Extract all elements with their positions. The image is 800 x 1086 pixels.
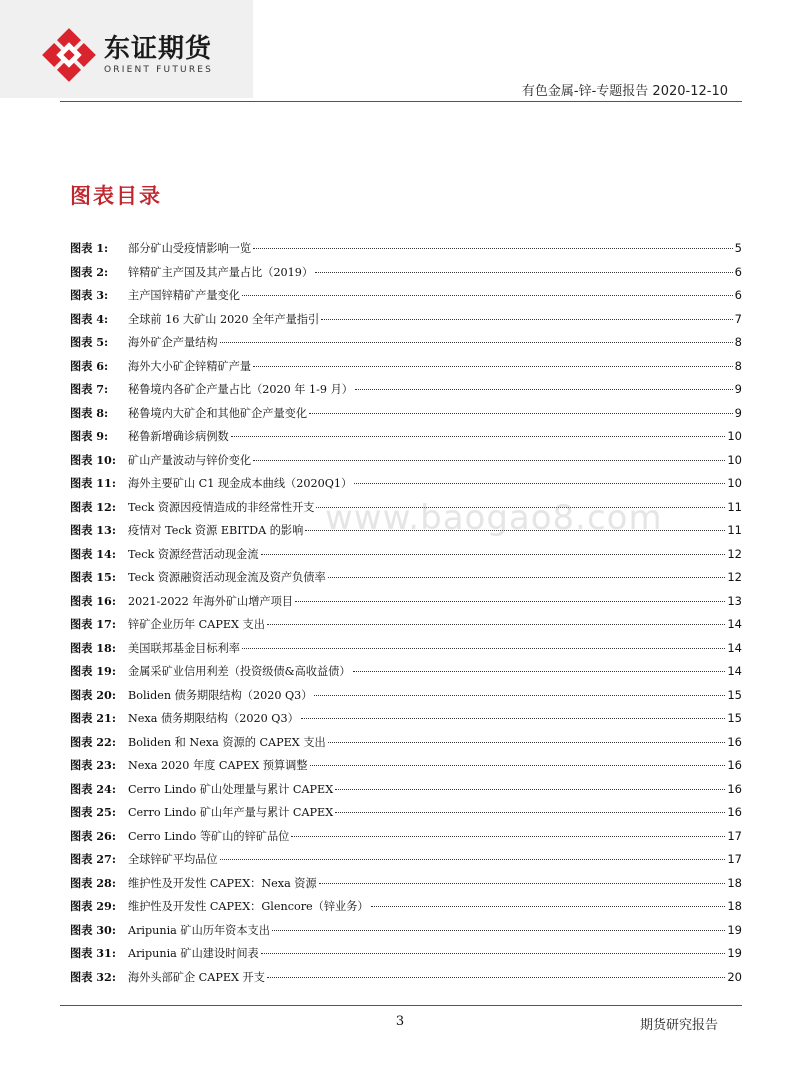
toc-entry-leader	[253, 248, 733, 249]
toc-entry-title[interactable]: 维护性及开发性 CAPEX：Glencore（锌业务）	[128, 900, 369, 913]
toc-entry-page[interactable]: 6	[734, 264, 742, 279]
toc-entry-page[interactable]: 6	[734, 288, 742, 302]
toc-entry-title[interactable]: Cerro Lindo 等矿山的锌矿品位	[128, 829, 290, 843]
toc-entry[interactable]	[70, 546, 742, 570]
toc-entry-title[interactable]: Nexa 2020 年度 CAPEX 预算调整	[128, 759, 308, 772]
toc-entry-page[interactable]: 16	[727, 758, 742, 772]
toc-entry-leader	[353, 671, 726, 672]
toc-entry[interactable]	[70, 898, 742, 922]
toc-entry-label: 图表 15:	[70, 570, 116, 584]
toc-entry-leader	[295, 601, 725, 602]
toc-entry-label: 图表 22:	[70, 734, 116, 749]
toc-entry-title[interactable]: 锌矿企业历年 CAPEX 支出	[128, 618, 265, 631]
toc-entry-leader	[310, 765, 726, 766]
toc-entry-label: 图表 24:	[70, 781, 116, 796]
toc-entry-label: 图表 6:	[70, 358, 109, 373]
toc-entry-leader	[267, 624, 725, 625]
toc-entry-page[interactable]: 19	[727, 922, 742, 937]
toc-entry-page[interactable]: 8	[734, 335, 742, 349]
toc-entry-page[interactable]: 20	[727, 969, 742, 984]
toc-entry-leader	[253, 460, 725, 461]
toc-entry-page[interactable]: 7	[734, 311, 742, 326]
toc-entry[interactable]	[70, 734, 742, 758]
toc-entry-page[interactable]: 10	[727, 429, 742, 443]
toc-entry-title[interactable]: 矿山产量波动与锌价变化	[128, 453, 252, 467]
toc-entry[interactable]	[70, 311, 742, 335]
toc-entry[interactable]	[70, 264, 742, 288]
footer-report-type: 期货研究报告	[639, 1018, 718, 1033]
toc-entry-page[interactable]: 15	[727, 687, 742, 702]
toc-entry[interactable]	[70, 663, 742, 687]
toc-entry[interactable]	[70, 287, 742, 311]
toc-entry-leader	[315, 272, 733, 273]
toc-entry-leader	[220, 859, 726, 860]
toc-entry-label: 图表 19:	[70, 664, 116, 678]
toc-entry-label: 图表 20:	[70, 687, 116, 702]
toc-entry-page[interactable]: 18	[727, 875, 742, 890]
toc-entry-title[interactable]: 秘鲁新增确诊病例数	[128, 430, 229, 443]
toc-entry-leader	[314, 695, 725, 696]
toc-entry-leader	[309, 413, 733, 414]
toc-entry-page[interactable]: 16	[727, 781, 742, 796]
toc-entry-title[interactable]: 疫情对 Teck 资源 EBITDA 的影响	[128, 524, 304, 537]
watermark: www.baogao8.com	[325, 498, 663, 538]
toc-entry[interactable]	[70, 687, 742, 711]
toc-entry-title[interactable]: 部分矿山受疫情影响一览	[128, 242, 252, 255]
toc-entry-label: 图表 5:	[70, 335, 109, 349]
toc-entry-page[interactable]: 14	[727, 664, 742, 678]
toc-entry-leader	[354, 483, 725, 484]
toc-entry-label: 图表 27:	[70, 852, 116, 866]
toc-entry-label: 图表 8:	[70, 405, 109, 420]
toc-entry-label: 图表 18:	[70, 640, 116, 655]
toc-entry-leader	[272, 930, 725, 931]
toc-entry-title[interactable]: 秘鲁境内大矿企和其他矿企产量变化	[128, 406, 308, 420]
logo-english-name: ORIENT FUTURES	[104, 65, 214, 75]
toc-entry[interactable]	[70, 405, 742, 429]
toc-entry-title[interactable]: 全球锌矿平均品位	[128, 853, 218, 866]
footer-divider	[60, 1005, 742, 1006]
page-number: 3	[395, 1014, 405, 1029]
toc-entry-label: 图表 31:	[70, 946, 116, 960]
toc-entry-leader	[328, 577, 726, 578]
toc-entry-title[interactable]: Teck 资源经营活动现金流	[128, 547, 259, 561]
toc-entry[interactable]	[70, 804, 742, 828]
table-of-figures	[70, 240, 742, 992]
report-title: 有色金属-锌-专题报告 2020-12-10	[521, 84, 728, 99]
toc-entry-title[interactable]: 金属采矿业信用利差（投资级债&高收益债）	[128, 665, 351, 678]
toc-entry-label: 图表 25:	[70, 805, 116, 819]
toc-entry-leader	[371, 906, 726, 907]
toc-entry-title[interactable]: 2021-2022 年海外矿山增产项目	[128, 594, 293, 608]
toc-entry-leader	[242, 648, 725, 649]
toc-entry-page[interactable]: 10	[727, 452, 742, 467]
toc-entry-page[interactable]: 10	[727, 476, 742, 490]
toc-entry[interactable]	[70, 240, 742, 264]
toc-entry-leader	[321, 319, 732, 320]
toc-entry-label: 图表 17:	[70, 617, 116, 631]
toc-entry[interactable]	[70, 945, 742, 969]
toc-entry-title[interactable]: 秘鲁境内各矿企产量占比（2020 年 1-9 月）	[128, 383, 353, 396]
toc-entry[interactable]	[70, 381, 742, 405]
toc-entry-leader	[335, 789, 725, 790]
toc-entry[interactable]	[70, 358, 742, 382]
toc-entry-page[interactable]: 5	[734, 241, 742, 255]
toc-entry-title[interactable]: Cerro Lindo 矿山处理量与累计 CAPEX	[128, 782, 334, 796]
toc-entry[interactable]	[70, 475, 742, 499]
toc-entry[interactable]	[70, 616, 742, 640]
toc-entry-leader	[220, 342, 733, 343]
toc-heading: 图表目录	[70, 183, 162, 208]
toc-entry-page[interactable]: 12	[727, 570, 742, 584]
toc-entry-leader	[335, 812, 725, 813]
toc-entry[interactable]	[70, 452, 742, 476]
toc-entry-title[interactable]: 海外头部矿企 CAPEX 开支	[128, 970, 265, 984]
toc-entry-title[interactable]: 海外主要矿山 C1 现金成本曲线（2020Q1）	[128, 477, 353, 490]
toc-entry-page[interactable]: 17	[727, 828, 742, 843]
toc-entry-label: 图表 30:	[70, 922, 116, 937]
toc-entry-title[interactable]: 维护性及开发性 CAPEX：Nexa 资源	[128, 876, 317, 890]
toc-entry-title[interactable]: Cerro Lindo 矿山年产量与累计 CAPEX	[128, 806, 334, 819]
toc-entry-title[interactable]: 海外大小矿企锌精矿产量	[128, 359, 252, 373]
logo-chinese-name: 东证期货	[104, 34, 213, 64]
toc-entry-leader	[328, 742, 726, 743]
toc-entry-page[interactable]: 9	[734, 405, 742, 420]
toc-entry[interactable]	[70, 875, 742, 899]
toc-entry-label: 图表 28:	[70, 875, 116, 890]
toc-entry-leader	[301, 718, 726, 719]
toc-entry-label: 图表 10:	[70, 452, 116, 467]
toc-entry-page[interactable]: 13	[727, 593, 742, 608]
toc-entry[interactable]	[70, 640, 742, 664]
toc-entry-label: 图表 11:	[70, 476, 116, 490]
toc-entry-page[interactable]: 9	[734, 382, 742, 396]
toc-entry-label: 图表 21:	[70, 711, 116, 725]
toc-entry-label: 图表 12:	[70, 499, 116, 514]
toc-entry-title[interactable]: 美国联邦基金目标利率	[128, 641, 240, 655]
toc-entry-leader	[261, 953, 726, 954]
toc-entry-page[interactable]: 16	[727, 805, 742, 819]
header-divider	[60, 101, 742, 102]
toc-entry[interactable]	[70, 334, 742, 358]
toc-entry[interactable]	[70, 828, 742, 852]
toc-entry[interactable]	[70, 593, 742, 617]
toc-entry-label: 图表 26:	[70, 828, 116, 843]
toc-entry-title[interactable]: Aripunia 矿山建设时间表	[128, 947, 259, 960]
logo-mark-icon	[42, 28, 96, 82]
toc-entry-label: 图表 14:	[70, 546, 116, 561]
toc-entry-title[interactable]: 全球前 16 大矿山 2020 全年产量指引	[128, 312, 320, 326]
toc-entry-page[interactable]: 14	[727, 617, 742, 631]
toc-entry-leader	[261, 554, 726, 555]
toc-entry-page[interactable]: 11	[727, 523, 742, 537]
toc-entry-title[interactable]: 锌精矿主产国及其产量占比（2019）	[128, 265, 314, 279]
toc-entry-title[interactable]: Boliden 债务期限结构（2020 Q3）	[128, 688, 313, 702]
toc-entry-label: 图表 32:	[70, 969, 116, 984]
toc-entry[interactable]	[70, 969, 742, 993]
toc-entry-page[interactable]: 8	[734, 358, 742, 373]
toc-entry-page[interactable]: 16	[727, 734, 742, 749]
toc-entry-page[interactable]: 12	[727, 546, 742, 561]
toc-entry-label: 图表 2:	[70, 264, 109, 279]
toc-entry-label: 图表 3:	[70, 288, 109, 302]
toc-entry-leader	[231, 436, 726, 437]
toc-entry-page[interactable]: 19	[727, 946, 742, 960]
toc-entry[interactable]	[70, 428, 742, 452]
toc-entry-title[interactable]: Teck 资源融资活动现金流及资产负债率	[128, 571, 326, 584]
toc-entry-page[interactable]: 11	[727, 499, 742, 514]
toc-entry-leader	[355, 389, 733, 390]
toc-entry-page[interactable]: 15	[727, 711, 742, 725]
toc-entry-leader	[267, 977, 725, 978]
toc-entry-page[interactable]: 18	[727, 899, 742, 913]
toc-entry-leader	[253, 366, 733, 367]
toc-entry-label: 图表 29:	[70, 899, 116, 913]
toc-entry[interactable]	[70, 781, 742, 805]
toc-entry-title[interactable]: Aripunia 矿山历年资本支出	[128, 923, 270, 937]
toc-entry-label: 图表 7:	[70, 382, 109, 396]
toc-entry-leader	[319, 883, 726, 884]
toc-entry-label: 图表 16:	[70, 593, 116, 608]
toc-entry-page[interactable]: 17	[727, 852, 742, 866]
toc-entry-label: 图表 23:	[70, 758, 116, 772]
toc-entry-title[interactable]: Teck 资源因疫情造成的非经常性开支	[128, 500, 315, 514]
toc-entry[interactable]	[70, 922, 742, 946]
toc-entry-label: 图表 4:	[70, 311, 109, 326]
toc-entry-label: 图表 13:	[70, 523, 116, 537]
toc-entry-title[interactable]: 主产国锌精矿产量变化	[128, 289, 240, 302]
toc-entry-page[interactable]: 14	[727, 640, 742, 655]
toc-entry[interactable]	[70, 710, 742, 734]
toc-entry[interactable]	[70, 569, 742, 593]
company-logo	[42, 28, 213, 82]
toc-entry-label: 图表 9:	[70, 429, 109, 443]
toc-entry[interactable]	[70, 851, 742, 875]
toc-entry-leader	[242, 295, 733, 296]
toc-entry[interactable]	[70, 757, 742, 781]
toc-entry-title[interactable]: Nexa 债务期限结构（2020 Q3）	[128, 712, 299, 725]
toc-entry-title[interactable]: Boliden 和 Nexa 资源的 CAPEX 支出	[128, 735, 326, 749]
toc-entry-leader	[291, 836, 725, 837]
toc-entry-label: 图表 1:	[70, 241, 109, 255]
toc-entry-title[interactable]: 海外矿企产量结构	[128, 336, 218, 349]
